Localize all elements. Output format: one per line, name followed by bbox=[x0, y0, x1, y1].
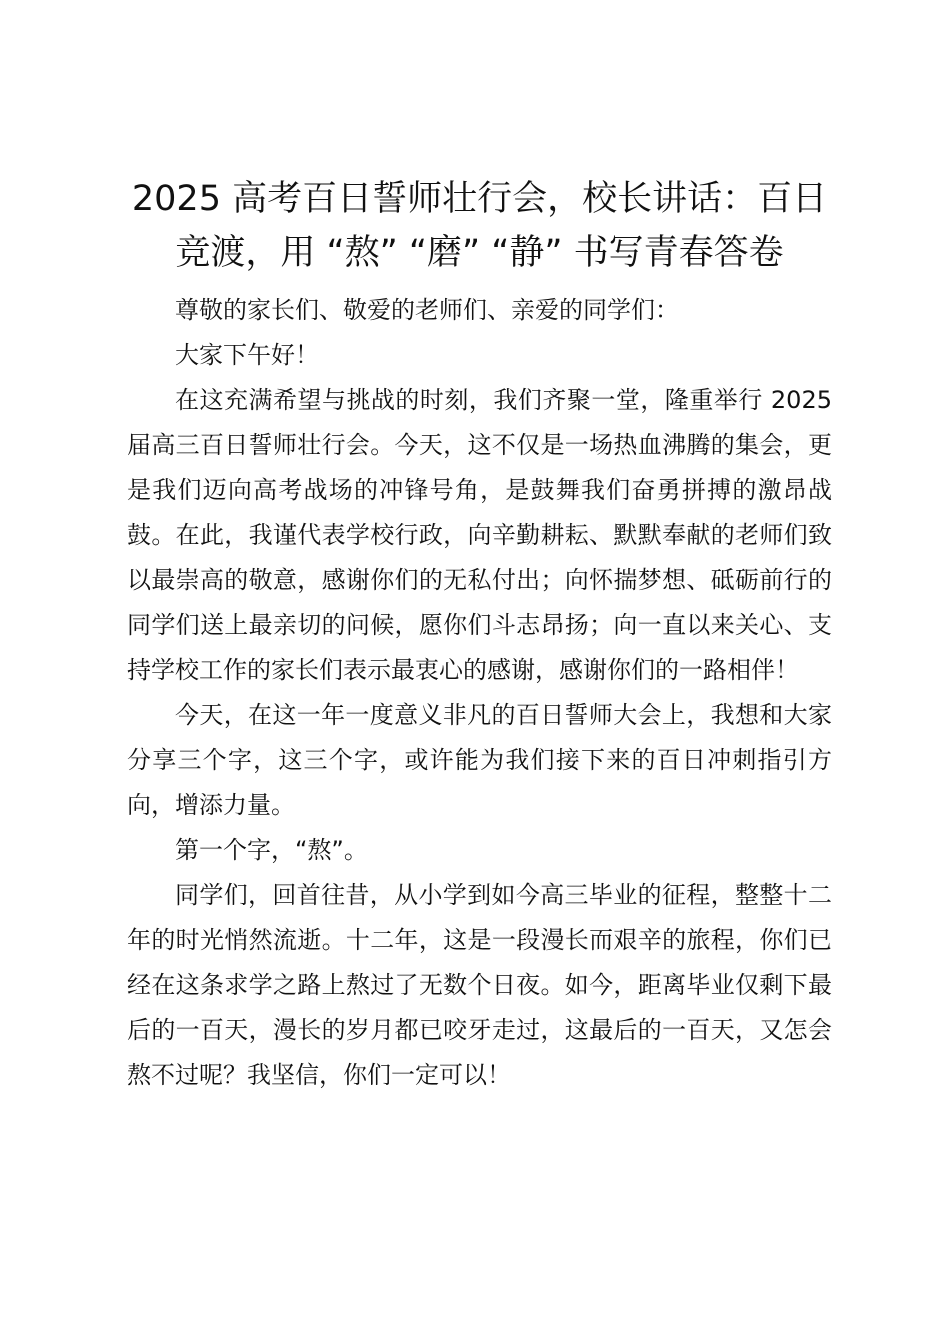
paragraph-greeting: 大家下午好！ bbox=[175, 341, 319, 369]
paragraph-first-word-body: 同学们，回首往昔，从小学到如今高三毕业的征程，整整十二年的时光悄然流逝。十二年，这是一段漫长而艰辛的旅程，你们已经在这条求学之路上熬过了无数个日夜。如今，距离毕业仅剩下最后的一百天，漫长的岁月都已咬牙走过，这最后的一百天，又怎会熬不过呢？我坚信，你们一定可以！ bbox=[127, 881, 832, 1089]
paragraph-salutation: 尊敬的家长们、敬爱的老师们、亲爱的同学们： bbox=[175, 296, 679, 324]
paragraph-introduction: 今天，在这一年一度意义非凡的百日誓师大会上，我想和大家分享三个字，这三个字，或许能为我们接下来的百日冲刺指引方向，增添力量。 bbox=[127, 701, 832, 819]
document-body bbox=[127, 288, 832, 1098]
paragraph-opening: 在这充满希望与挑战的时刻，我们齐聚一堂，隆重举行 2025 届高三百日誓师壮行会。今天，这不仅是一场热血沸腾的集会，更是我们迈向高考战场的冲锋号角，是鼓舞我们奋勇拼搏的激昂战鼓。在此，我谨代表学校行政，向辛勤耕耘、默默奉献的老师们致以最崇高的敬意，感谢你们的无私付出；向怀揣梦想、砥砺前行的同学们送上最亲切的问候，愿你们斗志昂扬；向一直以来关心、支持学校工作的家长们表示最衷心的感谢，感谢你们的一路相伴！ bbox=[127, 386, 832, 684]
paragraph-first-word-heading: 第一个字，“熬”。 bbox=[175, 836, 368, 864]
document-title: 2025 高考百日誓师壮行会，校长讲话：百日竞渡，用 “熬” “磨” “静” 书写青春答卷 bbox=[131, 179, 828, 273]
document-page bbox=[127, 172, 832, 1098]
